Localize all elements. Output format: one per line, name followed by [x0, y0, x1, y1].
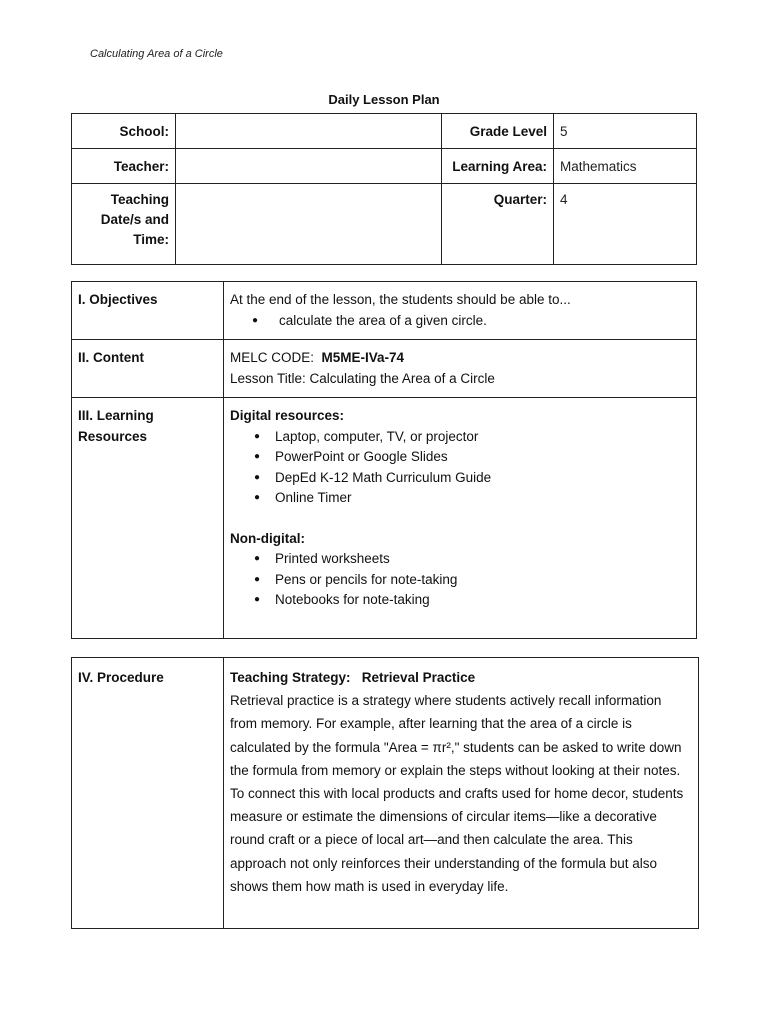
grade-level-label: Grade Level — [442, 114, 554, 149]
list-item: ● Pens or pencils for note-taking — [230, 570, 690, 591]
melc-line — [230, 348, 690, 369]
list-item: ● Laptop, computer, TV, or projector — [230, 427, 690, 448]
teacher-field[interactable] — [176, 149, 442, 184]
resources-label — [72, 398, 224, 639]
school-field[interactable] — [176, 114, 442, 149]
list-item: ● PowerPoint or Google Slides — [230, 447, 690, 468]
procedure-cell — [224, 658, 699, 929]
learning-area-value[interactable]: Mathematics — [554, 149, 697, 184]
teaching-date-label-line-3: Time: — [133, 232, 169, 247]
teaching-strategy-prefix: Teaching Strategy: — [230, 670, 351, 685]
lesson-title: Lesson Title: Calculating the Area of a Circle — [230, 370, 495, 386]
procedure-table — [71, 657, 699, 929]
quarter-label: Quarter: — [442, 184, 554, 265]
objectives-intro: At the end of the lesson, the students should be able to... — [230, 292, 571, 307]
content-row — [72, 340, 697, 398]
teaching-strategy-name: Retrieval Practice — [361, 670, 476, 685]
teaching-strategy-line — [230, 666, 692, 689]
melc-code: M5ME-IVa-74 — [321, 350, 405, 365]
lesson-sections-table — [71, 281, 697, 639]
teaching-date-label-line-2: Date/s and — [100, 212, 169, 227]
learning-area-label: Learning Area: — [442, 149, 554, 184]
info-row-teacher — [72, 149, 697, 184]
objectives-cell — [224, 282, 697, 340]
digital-resources-list — [230, 427, 690, 509]
objectives-label: I. Objectives — [72, 282, 224, 340]
school-label: School: — [72, 114, 176, 149]
resources-row — [72, 398, 697, 639]
content-cell — [224, 340, 697, 398]
document-title: Daily Lesson Plan — [328, 92, 440, 107]
melc-prefix: MELC CODE: — [230, 350, 315, 365]
info-row-school — [72, 114, 697, 149]
teaching-date-label-line-1: Teaching — [110, 192, 169, 207]
resources-label-line-1: III. Learning — [78, 408, 154, 423]
list-item: ● DepEd K-12 Math Curriculum Guide — [230, 468, 690, 489]
list-item: ● Online Timer — [230, 488, 690, 509]
grade-level-value[interactable]: 5 — [554, 114, 697, 149]
teacher-label: Teacher: — [72, 149, 176, 184]
header-title: Calculating Area of a Circle — [90, 48, 223, 60]
resources-label-line-2: Resources — [78, 428, 148, 444]
objectives-list — [230, 311, 690, 332]
lesson-info-table — [71, 113, 697, 265]
quarter-value[interactable]: 4 — [554, 184, 697, 265]
info-row-date — [72, 184, 697, 265]
non-digital-list — [230, 549, 690, 611]
teaching-date-field[interactable] — [176, 184, 442, 265]
objectives-row — [72, 282, 697, 340]
procedure-body: Retrieval practice is a strategy where students actively recall information from memory. For example, after learning that the area of a circle is calculated by the formula "Area = πr²," students can be asked to write down the formula from memory or explain the steps without looking at their notes. To connect this with local products and crafts used for home decor, students measure or estimate the dimensions of circular items—like a decorative round craft or a piece of local art—and then calculate the area. This approach not only reinforces their understanding of the formula but also shows them how math is used in everyday life. — [230, 693, 684, 894]
teaching-date-label — [72, 184, 176, 265]
resources-cell — [224, 398, 697, 639]
list-item: ● Notebooks for note-taking — [230, 590, 690, 611]
non-digital-heading: Non-digital: — [230, 530, 305, 546]
digital-resources-heading: Digital resources: — [230, 408, 345, 423]
content-label: II. Content — [72, 340, 224, 398]
procedure-label: IV. Procedure — [72, 658, 224, 929]
list-item: ● Printed worksheets — [230, 549, 690, 570]
procedure-row — [72, 658, 699, 929]
objective-item: ● calculate the area of a given circle. — [230, 311, 690, 332]
